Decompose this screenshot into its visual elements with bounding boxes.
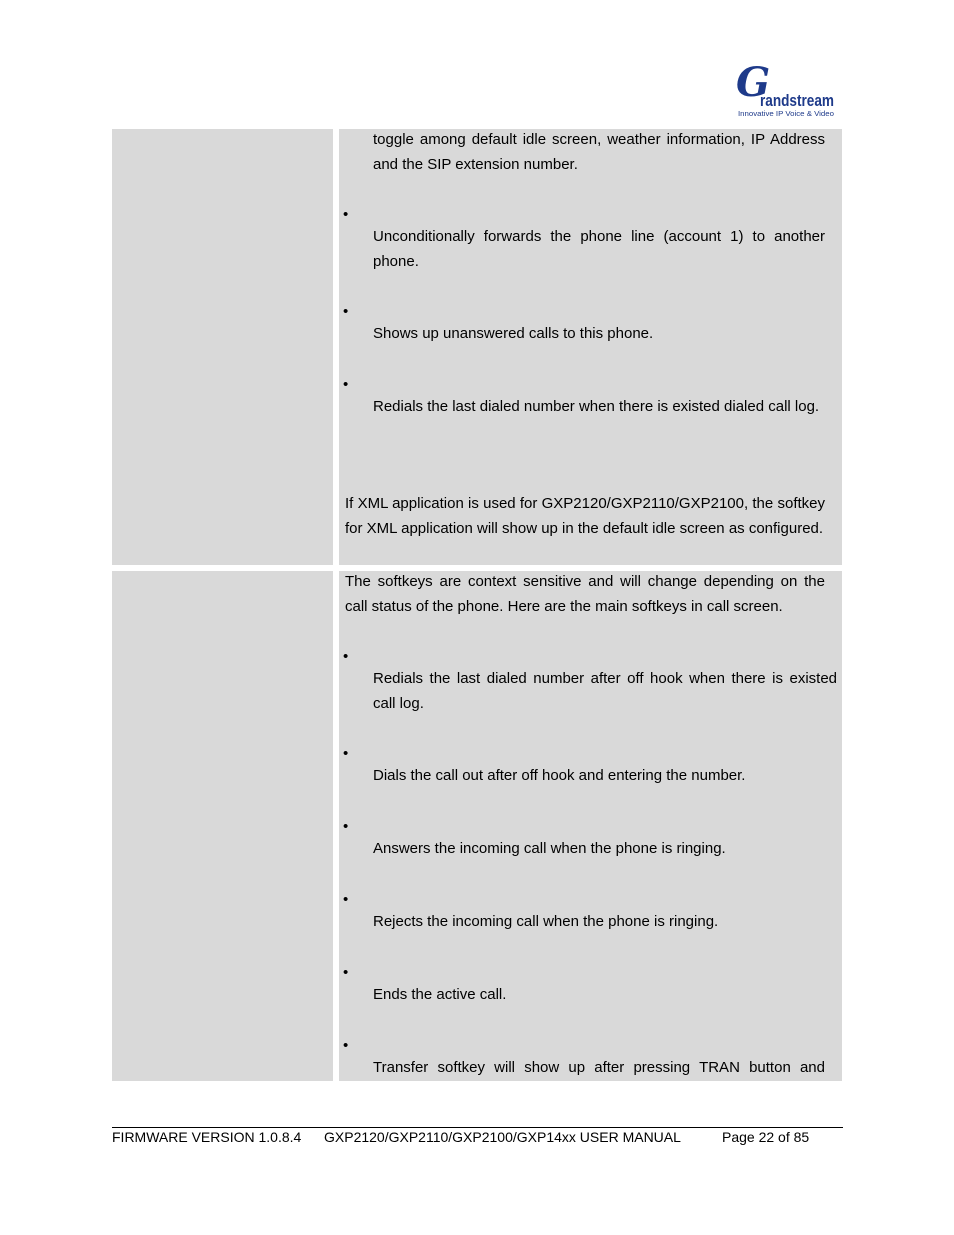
logo-name: randstream [760, 91, 834, 110]
logo-letter: G [736, 59, 771, 106]
row2-item-redial: Redials the last dialed number after off hook when there is existed call log. [373, 670, 837, 712]
bullet-icon: • [343, 648, 349, 665]
row1-xml-note: If XML application is used for GXP2120/GXP2110/GXP2100, the softkey for XML application will show up in the default idle screen as configured. [345, 495, 825, 537]
row2-item-answer: Answers the incoming call when the phone is ringing. [373, 840, 726, 857]
row1-item-redial: Redials the last dialed number when there is existed dialed call log. [373, 398, 820, 415]
row1-item-call-forward: Unconditionally forwards the phone line (account 1) to another phone. [373, 228, 825, 270]
row1-item-missed-calls: Shows up unanswered calls to this phone. [373, 325, 654, 342]
bullet-icon: • [343, 1037, 349, 1054]
bullet-icon: • [343, 303, 349, 320]
bullet-icon: • [343, 376, 349, 393]
table-cell-label-2 [112, 571, 333, 1081]
bullet-icon: • [343, 818, 349, 835]
logo-tagline: Innovative IP Voice & Video [738, 111, 835, 118]
grandstream-logo [736, 60, 836, 118]
footer-firmware-version: FIRMWARE VERSION 1.0.8.4 [112, 1129, 302, 1145]
bullet-icon: • [343, 891, 349, 908]
bullet-icon: • [343, 206, 349, 223]
row2-item-transfer: Transfer softkey will show up after pressing TRAN button and [373, 1059, 825, 1076]
bullet-icon: • [343, 745, 349, 762]
footer-page-number: Page 22 of 85 [722, 1129, 810, 1145]
footer-manual-title: GXP2120/GXP2110/GXP2100/GXP14xx USER MANUAL [324, 1129, 681, 1145]
row2-item-end-call: Ends the active call. [373, 986, 507, 1003]
bullet-icon: • [343, 964, 349, 981]
row2-intro: The softkeys are context sensitive and will change depending on the call status of the phone. Here are the main softkeys in call screen. [345, 573, 825, 615]
row2-item-reject: Rejects the incoming call when the phone is ringing. [373, 913, 719, 930]
row1-continuation: toggle among default idle screen, weather information, IP Address and the SIP extension number. [373, 131, 825, 173]
row2-item-dial: Dials the call out after off hook and entering the number. [373, 767, 746, 784]
table-cell-label-1 [112, 129, 333, 565]
